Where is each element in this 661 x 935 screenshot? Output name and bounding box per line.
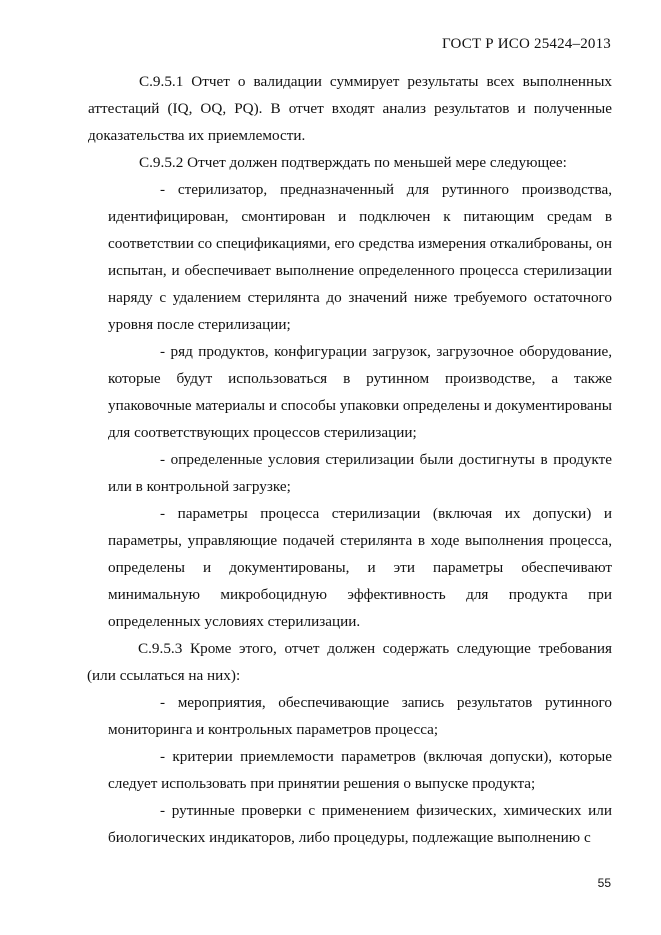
list-item-acceptance-criteria: - критерии приемлемости параметров (включая допуски), которые следует использовать при принятии решения о выпуске продукта;	[108, 748, 612, 792]
list-item-sterilizer: - стерилизатор, предназначенный для рутинного производства, идентифицирован, смонтирован и подключен к питающим средам в соответствии со спецификациями, его средства измерения откалиброваны, он испытан, и обеспечивает выполнение определенного процесса стерилизации наряду с удалением стерилянта до значений ниже требуемого остаточного уровня после стерилизации;	[108, 181, 612, 333]
document-header	[442, 36, 611, 53]
standard-designation: ГОСТ Р ИСО 25424–2013	[442, 36, 611, 52]
paragraph-c-9-5-1: С.9.5.1 Отчет о валидации суммирует результаты всех выполненных аттестаций (IQ, OQ, PQ). В отчет входят анализ результатов и полученные доказательства их приемлемости.	[88, 73, 612, 144]
list-item-parameters: - параметры процесса стерилизации (включая их допуски) и параметры, управляющие подачей стерилянта в ходе выполнения процесса, определены и документированы, и эти параметры обеспечивают минимальную микробоцидную эффективность для продукта при определенных условиях стерилизации.	[108, 505, 612, 630]
page-number: 55	[597, 876, 611, 890]
list-item-products: - ряд продуктов, конфигурации загрузок, загрузочное оборудование, которые будут использоваться в рутинном производстве, а также упаковочные материалы и способы упаковки определены и документированы для соответствующих процессов стерилизации;	[108, 343, 612, 441]
list-item-monitoring: - мероприятия, обеспечивающие запись результатов рутинного мониторинга и контрольных параметров процесса;	[108, 694, 612, 738]
document-body	[88, 68, 612, 851]
paragraph-c-9-5-2: С.9.5.2 Отчет должен подтверждать по меньшей мере следующее:	[139, 154, 567, 171]
list-item-routine-checks: - рутинные проверки с применением физических, химических или биологических индикаторов, либо процедуры, подлежащие выполнению с	[108, 802, 612, 846]
list-item-conditions: - определенные условия стерилизации были достигнуты в продукте или в контрольной загрузке;	[108, 451, 612, 495]
paragraph-c-9-5-3: С.9.5.3 Кроме этого, отчет должен содержать следующие требования (или ссылаться на них):	[87, 640, 612, 684]
